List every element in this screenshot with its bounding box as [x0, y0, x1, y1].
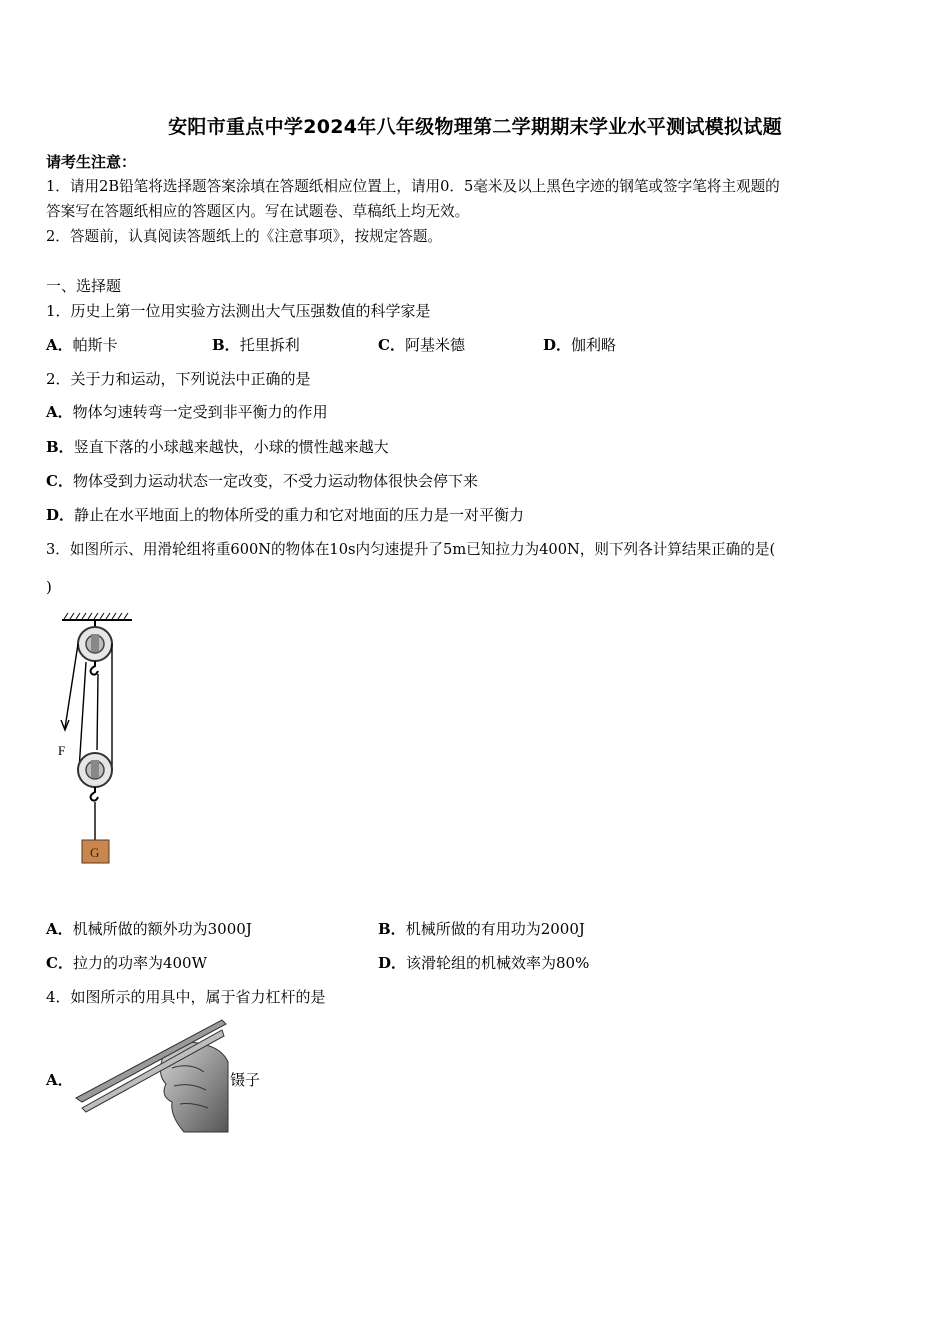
- option-text: 物体匀速转弯一定受到非平衡力的作用: [72, 403, 328, 421]
- question-2-option-a: [46, 402, 328, 422]
- question-2-option-b: [46, 437, 389, 457]
- tweezers-image: [72, 1016, 230, 1134]
- option-text: 拉力的功率为400W: [72, 954, 208, 972]
- fixed-pulley: [78, 620, 112, 675]
- movable-pulley: [78, 753, 112, 840]
- option-letter: B．: [212, 336, 240, 354]
- weight-block: [82, 840, 109, 863]
- notice-item-1-line-1: 1．请用2B铅笔将选择题答案涂填在答题纸相应位置上，请用0．5毫米及以上黑色字迹的钢笔或签字笔将主观题的: [46, 178, 780, 195]
- option-text: 机械所做的额外功为3000J: [72, 920, 252, 938]
- option-text: 该滑轮组的机械效率为80%: [406, 954, 590, 972]
- question-3-stem-line-2: ): [46, 578, 52, 596]
- option-letter: D．: [543, 336, 572, 354]
- option-text: 帕斯卡: [72, 336, 118, 354]
- question-1-option-b: [212, 335, 300, 355]
- question-1-option-c: [378, 335, 465, 355]
- option-letter: C．: [46, 472, 73, 490]
- ceiling-hatch: [62, 613, 132, 620]
- question-1-stem: 1．历史上第一位用实验方法测出大气压强数值的科学家是: [46, 302, 431, 320]
- option-text: 竖直下落的小球越来越快，小球的惯性越来越大: [73, 438, 389, 456]
- option-letter: B．: [378, 920, 406, 938]
- pulley-system-figure: [52, 610, 142, 870]
- hand-shape: [160, 1042, 228, 1132]
- option-letter: D．: [378, 954, 407, 972]
- question-2-option-d: [46, 505, 524, 525]
- option-text: 托里拆利: [239, 336, 300, 354]
- option-letter: D．: [46, 506, 75, 524]
- section-heading: 一、选择题: [46, 277, 122, 295]
- question-4-stem: 4．如图所示的用具中，属于省力杠杆的是: [46, 988, 326, 1006]
- notice-item-2: 2．答题前，认真阅读答题纸上的《注意事项》，按规定答题。: [46, 228, 443, 245]
- option-letter: A．: [46, 403, 73, 421]
- question-3-option-c: [46, 953, 207, 973]
- option-letter: C．: [378, 336, 405, 354]
- option-letter: A．: [46, 920, 73, 938]
- question-4-option-a-letter: A．: [46, 1071, 73, 1089]
- question-3-option-d: [378, 953, 589, 973]
- option-letter: A．: [46, 336, 73, 354]
- question-3-option-a: [46, 919, 252, 939]
- question-4-option-a-text: 镊子: [230, 1071, 261, 1089]
- question-2-stem: 2．关于力和运动，下列说法中正确的是: [46, 370, 311, 388]
- option-letter: B．: [46, 438, 74, 456]
- force-label: F: [58, 743, 66, 758]
- option-text: 阿基米德: [404, 336, 465, 354]
- ropes: [65, 644, 112, 770]
- question-1-option-d: [543, 335, 616, 355]
- question-3-stem-line-1: 3．如图所示、用滑轮组将重600N的物体在10s内匀速提升了5m已知拉力为400N，则下列各计算结果正确的是(: [46, 541, 776, 558]
- question-3-option-b: [378, 919, 585, 939]
- page-title: 安阳市重点中学2024年八年级物理第二学期期末学业水平测试模拟试题: [168, 116, 782, 138]
- option-letter: C．: [46, 954, 73, 972]
- question-2-option-c: [46, 471, 478, 491]
- notice-item-1-line-2: 答案写在答题纸相应的答题区内。写在试题卷、草稿纸上均无效。: [46, 203, 470, 220]
- option-text: 机械所做的有用功为2000J: [405, 920, 585, 938]
- option-text: 物体受到力运动状态一定改变，不受力运动物体很快会停下来: [72, 472, 478, 490]
- question-1-option-a: [46, 335, 118, 355]
- option-text: 静止在水平地面上的物体所受的重力和它对地面的压力是一对平衡力: [74, 506, 525, 524]
- option-text: 伽利略: [571, 336, 617, 354]
- notice-heading: 请考生注意：: [46, 153, 137, 171]
- weight-label: G: [90, 845, 100, 860]
